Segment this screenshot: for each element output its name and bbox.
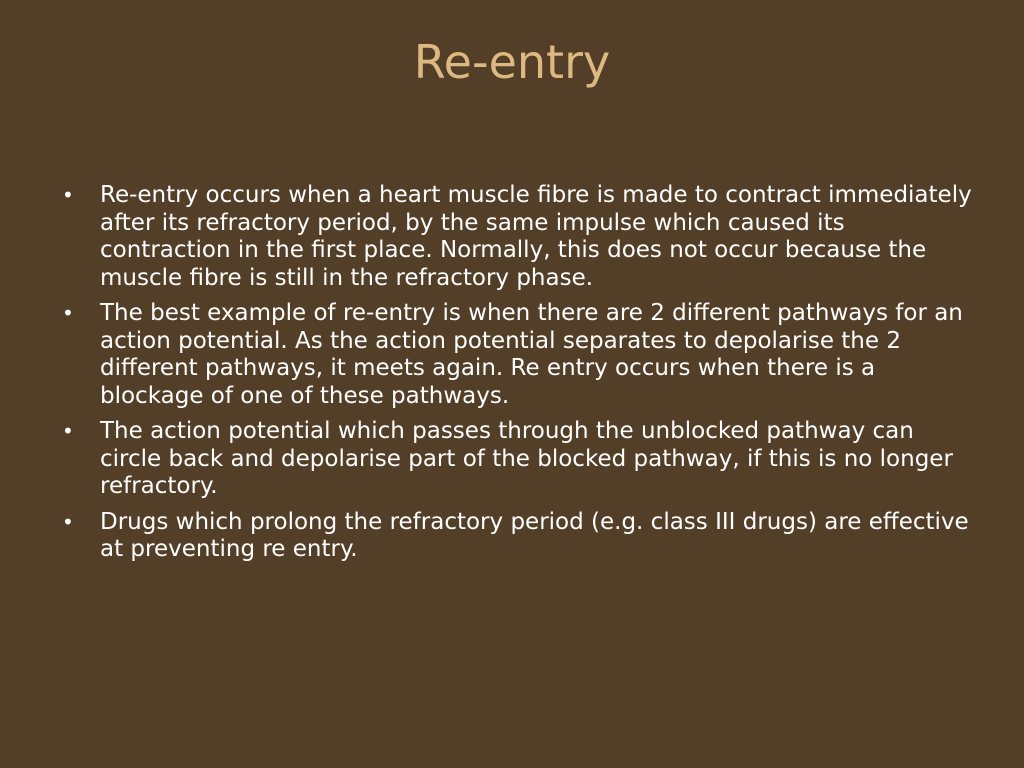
bullet-marker: •	[62, 419, 74, 443]
bullet-marker: •	[62, 301, 74, 325]
bullet-marker: •	[62, 509, 74, 534]
bullet-text: The action potential which passes through the unblocked pathway can circle back and depolarise part of the blocked pathway, if this is no longer refractory.	[100, 418, 953, 499]
bullet-list	[62, 182, 972, 572]
bullet-item-2	[62, 300, 972, 410]
bullet-text: Drugs which prolong the refractory period (e.g. class III drugs) are effective at preventing re entry.	[100, 508, 969, 562]
bullet-text: The best example of re-entry is when there are 2 different pathways for an action potential. As the action potential separates to depolarise the 2 different pathways, it meets again. Re entry occurs when there is a blockage of one of these pathways.	[100, 300, 963, 409]
bullet-text: Re-entry occurs when a heart muscle fibre is made to contract immediately after its refractory period, by the same impulse which caused its contraction in the first place. Normally, this does not occur because the muscle fibre is still in the refractory phase.	[100, 182, 972, 291]
bullet-item-3	[62, 418, 972, 501]
bullet-marker: •	[62, 183, 74, 207]
slide-title: Re-entry	[413, 35, 611, 89]
bullet-item-4	[62, 509, 972, 564]
bullet-item-1	[62, 182, 972, 292]
